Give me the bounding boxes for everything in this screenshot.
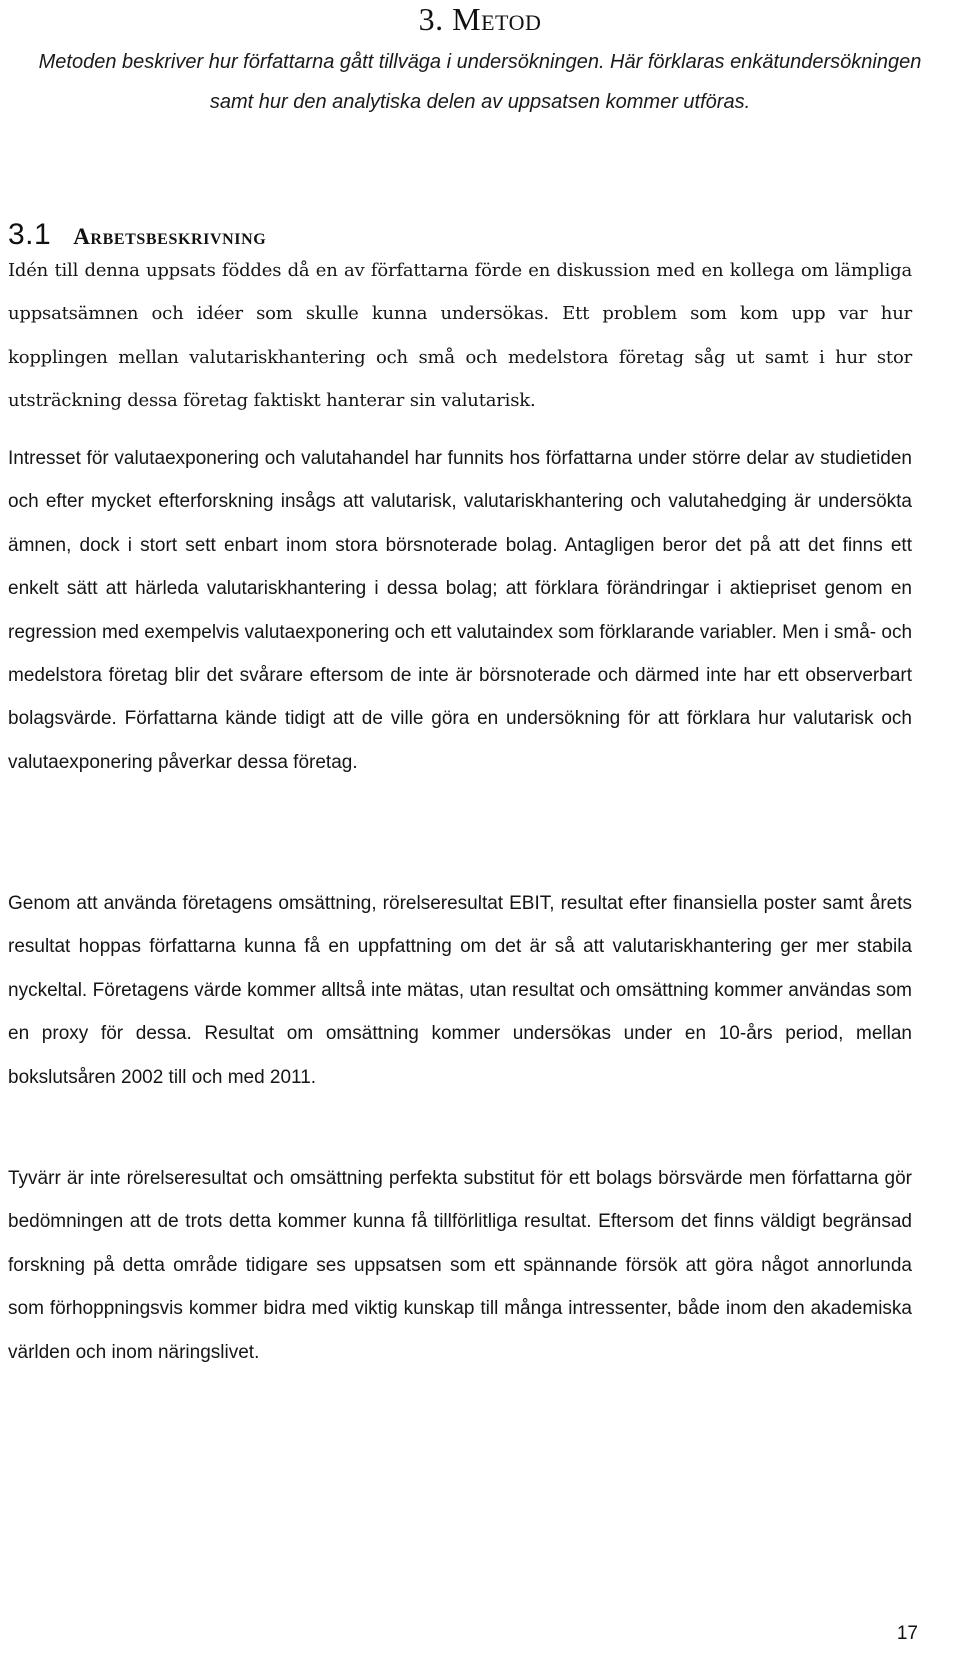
paragraph-1: Idén till denna uppsats föddes då en av författarna förde en diskussion med en kollega om lämpliga uppsatsämnen och idéer som skulle kunna undersökas. Ett problem som kom upp var hur kopplingen mellan valutariskhantering och små och medelstora företag såg ut samt i hur stor utsträckning dessa företag faktiskt hanterar sin valutarisk.	[8, 260, 912, 412]
paragraph-4: Tyvärr är inte rörelseresultat och omsättning perfekta substitut för ett bolags börsvärde men författarna gör bedömningen att de trots detta kommer kunna få tillförlitliga resultat. Eftersom det finns väldigt begränsad forskning på detta område tidigare ses uppsatsen som ett spännande försök att göra något annorlunda som förhoppningsvis kommer bidra med viktig kunskap till många intressenter, både inom den akademiska världen och inom näringslivet.	[8, 1168, 912, 1363]
section-number: 3.1	[8, 218, 52, 251]
paragraph-2: Intresset för valutaexponering och valutahandel har funnits hos författarna under större delar av studietiden och efter mycket efterforskning insågs att valutarisk, valutariskhantering och valutahedging är undersökta ämnen, dock i stort sett enbart inom stora börsnoterade bolag. Antagligen beror det på att det finns ett enkelt sätt att härleda valutariskhantering i dessa bolag; att förklara förändringar i aktiepriset genom en regression med exempelvis valutaexponering och ett valutaindex som förklarande variabler. Men i små- och medelstora företag blir det svårare eftersom de inte är börsnoterade och därmed inte har ett observerbart bolagsvärde. Författarna kände tidigt att de ville göra en undersökning för att förklara hur valutarisk och valutaexponering påverkar dessa företag.	[8, 448, 913, 773]
page-number: 17	[896, 1623, 918, 1644]
paragraph-3: Genom att använda företagens omsättning, rörelseresultat EBIT, resultat efter finansiella poster samt årets resultat hoppas författarna kunna få en uppfattning om det är så att valutariskhantering ger mer stabila nyckeltal. Företagens värde kommer alltså inte mätas, utan resultat och omsättning kommer användas som en proxy för dessa. Resultat om omsättning kommer undersökas under en 10-års period, mellan bokslutsåren 2002 till och med 2011.	[8, 893, 912, 1088]
section-title: Arbetsbeskrivning	[73, 224, 267, 249]
chapter-title: 3. Metod	[418, 1, 542, 37]
chapter-intro: Metoden beskriver hur författarna gått tillväga i undersökningen. Här förklaras enkätundersökningen samt hur den analytiska delen av uppsatsen kommer utföras.	[38, 51, 922, 113]
